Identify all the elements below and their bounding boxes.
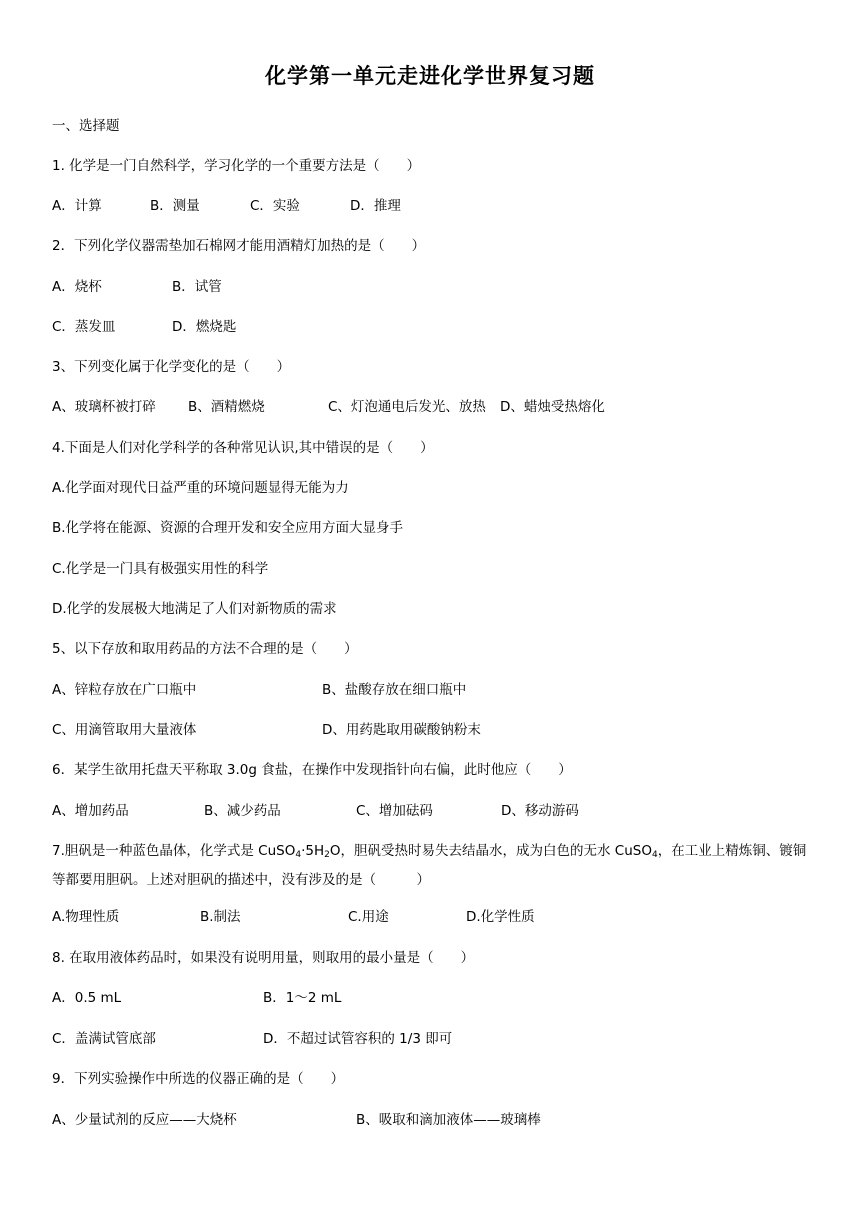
question-9-options [52, 1110, 541, 1130]
option-d: D．燃烧匙 [172, 319, 237, 335]
option-d: D、移动游码 [501, 803, 579, 819]
question-5-stem: 5、以下存放和取用药品的方法不合理的是（ ） [52, 641, 358, 657]
question-2-stem: 2．下列化学仪器需垫加石棉网才能用酒精灯加热的是（ ） [52, 238, 426, 254]
question-2-options-row1 [52, 277, 222, 297]
option-a: A、增加药品 [52, 803, 129, 819]
question-4-option-b: B.化学将在能源、资源的合理开发和安全应用方面大显身手 [52, 520, 404, 536]
question-6-options [52, 801, 579, 821]
question-5-options-row1 [52, 680, 466, 700]
option-a: A、玻璃杯被打碎 [52, 399, 156, 415]
section-heading: 一、选择题 [52, 118, 120, 134]
question-4-stem: 4.下面是人们对化学科学的各种常见认识,其中错误的是（ ） [52, 440, 434, 456]
option-b: B．测量 [150, 198, 200, 214]
question-9-stem: 9．下列实验操作中所选的仪器正确的是（ ） [52, 1071, 345, 1087]
question-7-stem: 7.胆矾是一种蓝色晶体，化学式是 $CuSO_4\cdot 5H_2O$，胆矾受热时易失去结晶水，成为白色的无水 CuSO$_4$，在工业上精炼铜、镀铜等都要用胆矾。上述对胆矾的描述中，没有涉及的是（ ） [52, 843, 807, 888]
option-c: C.用途 [348, 909, 389, 925]
option-d: D．不超过试管容积的 1/3 即可 [263, 1031, 453, 1047]
option-d: D、用药匙取用碳酸钠粉末 [322, 722, 481, 738]
question-4-option-d: D.化学的发展极大地满足了人们对新物质的需求 [52, 601, 337, 617]
option-a: A．0.5 mL [52, 990, 122, 1006]
question-5-options-row2 [52, 720, 481, 740]
question-1-options [52, 196, 401, 216]
option-d: D．推理 [350, 198, 401, 214]
option-b: B、酒精燃烧 [188, 399, 265, 415]
question-4-option-a: A.化学面对现代日益严重的环境问题显得无能为力 [52, 480, 349, 496]
page-title: 化学第一单元走进化学世界复习题 [265, 64, 595, 88]
question-3-options [52, 397, 605, 417]
option-b: B、减少药品 [204, 803, 281, 819]
question-6-stem: 6．某学生欲用托盘天平称取 3.0g 食盐，在操作中发现指针向右偏，此时他应（ ） [52, 762, 572, 778]
option-c: C．实验 [250, 198, 300, 214]
option-b: B．试管 [172, 279, 222, 295]
option-c: C．蒸发皿 [52, 319, 116, 335]
question-8-stem: 8. 在取用液体药品时，如果没有说明用量，则取用的最小量是（ ） [52, 950, 475, 966]
question-7-options [52, 907, 535, 927]
option-a: A、少量试剂的反应——大烧杯 [52, 1112, 237, 1128]
option-c: C、灯泡通电后发光、放热 [328, 399, 486, 415]
option-c: C．盖满试管底部 [52, 1031, 156, 1047]
question-4-option-c: C.化学是一门具有极强实用性的科学 [52, 561, 269, 577]
question-3-stem: 3、下列变化属于化学变化的是（ ） [52, 359, 291, 375]
option-a: A．烧杯 [52, 279, 102, 295]
option-b: B、吸取和滴加液体——玻璃棒 [356, 1112, 541, 1128]
option-a: A、锌粒存放在广口瓶中 [52, 682, 197, 698]
question-8-options-row1 [52, 988, 341, 1008]
option-b: B、盐酸存放在细口瓶中 [322, 682, 467, 698]
option-a: A．计算 [52, 198, 102, 214]
option-b: B．1～2 mL [263, 990, 342, 1006]
option-c: C、增加砝码 [356, 803, 433, 819]
option-d: D.化学性质 [466, 909, 535, 925]
question-8-options-row2 [52, 1029, 452, 1049]
option-b: B.制法 [200, 909, 241, 925]
option-d: D、蜡烛受热熔化 [500, 399, 605, 415]
question-2-options-row2 [52, 317, 236, 337]
question-1-stem: 1. 化学是一门自然科学，学习化学的一个重要方法是（ ） [52, 158, 421, 174]
option-c: C、用滴管取用大量液体 [52, 722, 197, 738]
option-a: A.物理性质 [52, 909, 120, 925]
